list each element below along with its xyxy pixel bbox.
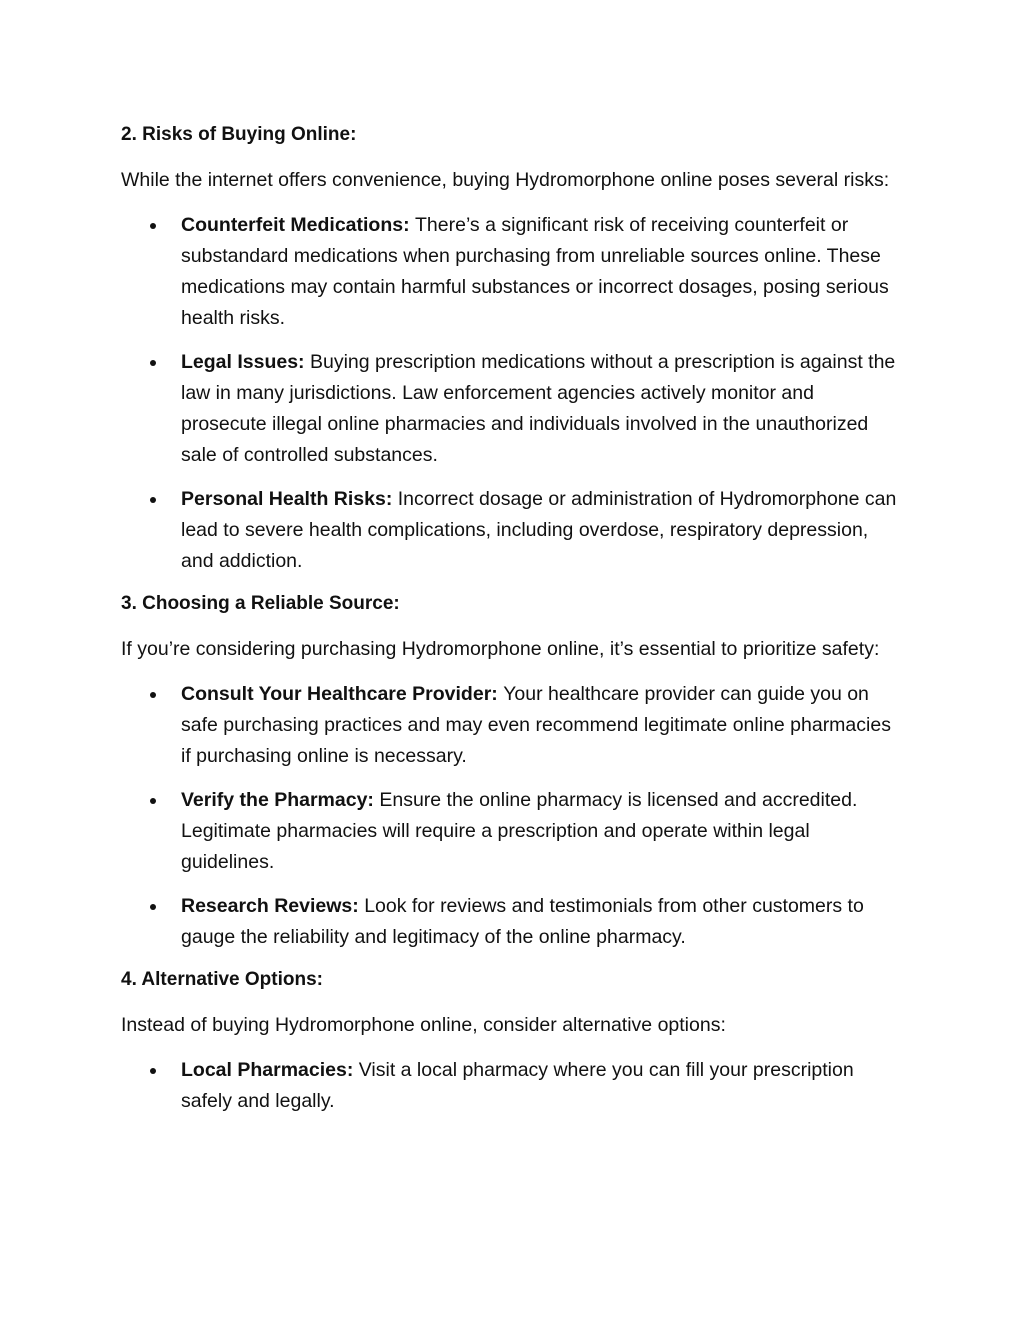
bullet-list [121,679,901,953]
bullet-icon [150,798,156,804]
bullet-item [121,679,901,772]
bullet-icon [150,904,156,910]
bullet-item [121,891,901,953]
bullet-text: Incorrect dosage or administration of Hydromorphone can lead to severe health complications, including overdose, respiratory depression, and addiction. [181,488,897,572]
bullet-text: Look for reviews and testimonials from other customers to gauge the reliability and legitimacy of the online pharmacy. [181,895,864,948]
bullet-term: Local Pharmacies: [181,1059,359,1081]
section-heading: 2. Risks of Buying Online: [121,124,357,145]
bullet-text: There’s a significant risk of receiving counterfeit or substandard medications when purchasing from unreliable sources online. These medications may contain harmful substances or incorrect dosages, posing serious health risks. [181,214,889,329]
bullet-icon [150,360,156,366]
section-intro: If you’re considering purchasing Hydromorphone online, it’s essential to prioritize safety: [121,638,880,660]
bullet-term: Personal Health Risks: [181,488,398,510]
bullet-item [121,484,901,577]
bullet-text: Visit a local pharmacy where you can fill your prescription safely and legally. [181,1059,854,1112]
bullet-term: Research Reviews: [181,895,365,917]
document-page [121,121,901,1130]
section-intro: Instead of buying Hydromorphone online, consider alternative options: [121,1014,726,1036]
bullet-item [121,1055,901,1117]
section-heading: 4. Alternative Options: [121,969,323,990]
bullet-text: Your healthcare provider can guide you on safe purchasing practices and may even recommend legitimate online pharmacies if purchasing online is necessary. [181,683,891,767]
bullet-icon [150,497,156,503]
bullet-list [121,210,901,577]
section-intro: While the internet offers convenience, buying Hydromorphone online poses several risks: [121,169,890,191]
bullet-term: Consult Your Healthcare Provider: [181,683,504,705]
bullet-icon [150,1068,156,1074]
bullet-term: Legal Issues: [181,351,310,373]
bullet-text: Ensure the online pharmacy is licensed and accredited. Legitimate pharmacies will require a prescription and operate within legal guidelines. [181,789,858,873]
bullet-item [121,210,901,334]
bullet-list [121,1055,901,1117]
bullet-term: Verify the Pharmacy: [181,789,380,811]
bullet-icon [150,692,156,698]
bullet-icon [150,223,156,229]
bullet-item [121,347,901,471]
bullet-text: Buying prescription medications without a prescription is against the law in many jurisdictions. Law enforcement agencies actively monitor and prosecute illegal online pharmacies and individuals involved in the unauthorized sale of controlled substances. [181,351,896,466]
section-heading: 3. Choosing a Reliable Source: [121,593,400,614]
section-alternative-options [121,966,901,1117]
section-risks-of-buying-online [121,121,901,577]
bullet-term: Counterfeit Medications: [181,214,416,236]
bullet-item [121,785,901,878]
section-choosing-reliable-source [121,590,901,953]
